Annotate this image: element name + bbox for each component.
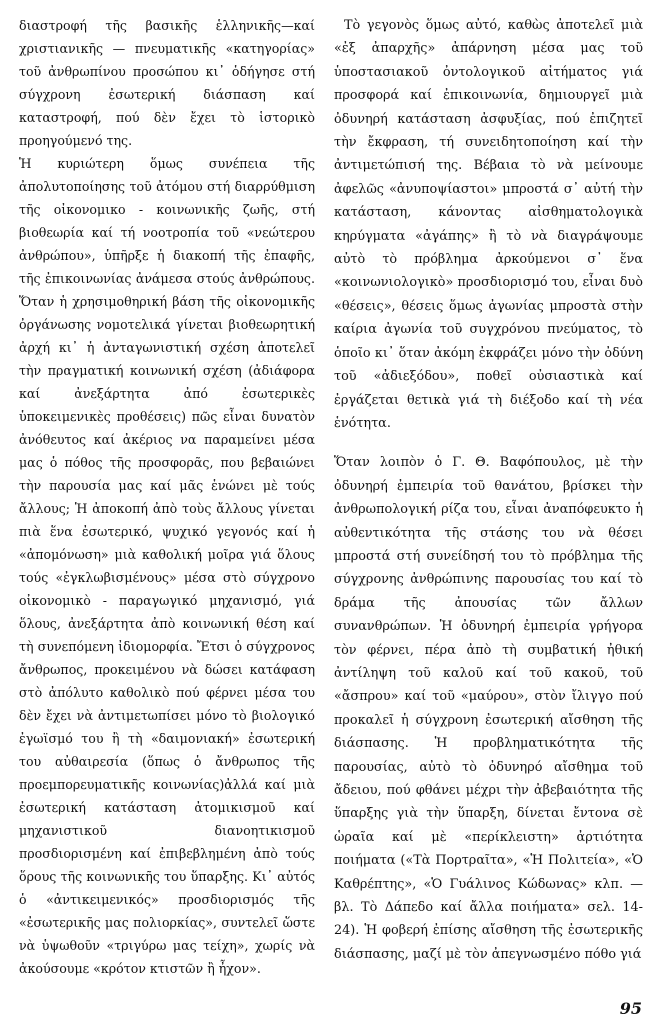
paragraph: διαστροφή τῆς βασικῆς ἑλληνικῆς—καί χριστιανικῆς — πνευματικῆς «κατηγορίας» τοῦ ἀνθρωπίνου προσώπου κι᾿ ὁδήγησε στή σύγχρονη ἐσωτερική διάσπαση καί καταστροφή, πού δὲν ἔχει τὸ ἱστορικὸ προηγούμενό της. bbox=[19, 18, 315, 148]
paragraph: Ἡ κυριώτερη ὅμως συνέπεια τῆς ἀπολυτοποίησης τοῦ ἀτόμου στή διαρρύθμιση τῆς οἰκονομικο - κοινωνικῆς ζωῆς, στή βιοθεωρία καί τή νοοτροπία τοῦ «νεώτερου ἀνθρώπου», ὑπῆρξε ἡ διακοπή τῆς ἐπαφῆς, τῆς ἐπικοινωνίας ἀνάμεσα στούς ἀνθρώπους. Ὅταν ἡ χρησιμοθηρική βάση τῆς οἰκονομικῆς ὀργάνωσης νομοτελικά γίνεται βιοθεωρητική ἀρχή κι᾿ ἡ ἀνταγωνιστική σχέση ἀποτελεῖ τὴν πραγματική κοινωνική σχέση (ἀδιάφορα καί ἀνεξάρτητα ἀπό ἐσωτερικὲς ὑποκειμενικὲς προθέσεις) πῶς εἶναι δυνατὸν ἀνόθευτος καί ἀκέριος να παραμείνει μέσα μας ὁ πόθος τῆς προσφορᾶς, που βεβαιώνει τὴν παρουσία μας καί μᾶς ἑνώνει μὲ τούς ἄλλους; Ἡ ἀποκοπή ἀπὸ τοὺς ἄλλους γίνεται πιὰ ἕνα ἐσωτερικό, ψυχικό γεγονός καί ἡ «ἀπομόνωση» μιὰ καθολική μοῖρα γιά ὅλους τούς «ἐγκλωβισμένους» μέσα στὸ σύγχρονο οἰκονομικὸ - παραγωγικό μηχανισμό, γιά ὅλους, ἀνεξάρτητα ἀπὸ κοινωνική θέση καί τὴ συνεπόμενη ἰδιομορφία. Ἔτσι ὁ σύγχρονος ἄνθρωπος, προκειμένου νὰ δώσει κατάφαση στὸ ἀπόλυτο καθολικὸ πού φέρνει μέσα του δὲν ἔχει νὰ ἀντιμετωπίσει μόνο τὸ βιολογικό ἐγωϊσμό του ἢ τὴ «δαιμονιακή» ἐσωτερική του αὐθαιρεσία (ὅπως ὁ ἄνθρωπος τῆς προεμπορευματικῆς κοινωνίας)ἀλλά καί μιὰ ἐσωτερική κατάσταση ἀτομικισμοῦ καί μηχανιστικοῦ διανοητικισμοῦ προσδιορισμένη καί ἐπιβεβλημένη ἀπὸ τούς ὅρους τῆς κοινωνικῆς του ὕπαρξης. Κι᾿ αὐτός ὁ «ἀντικειμενικός» προσδιορισμός τῆς «ἐσωτερικῆς μας πολιορκίας», συντελεῖ ὥστε νὰ ὑψωθοῦν «τριγύρω μας τείχη», χωρίς νὰ ἀκούσουμε «κρότον κτιστῶν ἢ ἦχον». bbox=[19, 156, 315, 976]
paragraph: Ὅταν λοιπὸν ὁ Γ. Θ. Βαφόπουλος, μὲ τὴν ὀδυνηρή ἐμπειρία τοῦ θανάτου, βρίσκει τὴν ἀνθρωπολογική ρίζα του, εἶναι ἀναπόφευκτο ἡ αὐθεντικότητα τῆς στάσης του νὰ θέσει μπροστά στή συνείδησή του τὸ πρόβλημα τῆς σύγχρονης ἀνθρώπινης παρουσίας του καί τὸ δράμα τῆς ἀπουσίας τῶν ἄλλων συνανθρώπων. Ἡ ὀδυνηρή ἐμπειρία γρήγορα τὸν φέρνει, πέρα ἀπὸ τὴ συμβατική ἠθική ἀντίληψη τοῦ καλοῦ καί τοῦ κακοῦ, τοῦ «ἄσπρου» καί τοῦ «μαύρου», στὸν ἴλιγγο πού προκαλεῖ ἡ σύγχρονη ἐσωτερική αἴσθηση τῆς διάσπασης. Ἡ προβληματικότητα τῆς παρουσίας, αὐτὸ τὸ ὀδυνηρό αἴσθημα τοῦ ἄδειου, πού φθάνει μέχρι τὴν ἀβεβαιότητα τῆς ὕπαρξης γιὰ τὴν ὕπαρξη, δίνεται ἔντονα σὲ ὡραῖα καί μὲ «περίκλειστη» ἀρτιότητα ποιήματα («Τὰ Πορτραῖτα», «Ἡ Πολιτεία», «Ὁ Καθρέπτης», «Ὁ Γυάλινος Κώδωνας» κλπ. — βλ. Τὸ Δάπεδο καί ἄλλα ποιήματα» σελ. 14-24). Ἡ φοβερή ἐπίσης αἴσθηση τῆς ἐσωτερικῆς διάσπασης, μαζί μὲ τὸν ἀπεγνωσμένο πόθο γιά bbox=[334, 455, 643, 962]
left-column bbox=[19, 14, 315, 980]
page-number: 95 bbox=[619, 999, 642, 1018]
paragraph: Τὸ γεγονὸς ὅμως αὐτό, καθὼς ἀποτελεῖ μιὰ «ἐξ ἀπαρχῆς» ἀπάρνηση μέσα μας τοῦ ὑποστασιακοῦ ὀντολογικοῦ αἰτήματος γιά προσφορά καί ἐπικοινωνία, δημιουργεῖ μιὰ ὀδυνηρή κατάσταση ἀσφυξίας, πού ἐπιζητεῖ τὴν ἔκφραση, τή συνειδητοποίηση καί τὴν ἀντιμετώπισή της. Βέβαια τὸ νὰ μείνουμε ἀφελῶς «ἀνυποψίαστοι» μπροστά σ᾿ αὐτή τὴν κατάσταση, κάνοντας αἰσθηματολογικὰ κηρύγματα «ἀγάπης» ἢ τὸ νὰ διαγράψουμε αὐτὸ τὸ πρόβλημα ἀρκούμενοι σ᾿ ἕνα «κοινωνιολογικὸ» προσδιορισμό του, εἶναι δυὸ «θέσεις», θέσεις ὅμως ἀγωνίας μπροστὰ στὴν καίρια ἀγωνία τοῦ συγχρόνου πνεύματος, τὸ ὁποῖο κι᾿ ὅταν ἀκόμη ἐκφράζει μόνο τὴν ὀδύνη τοῦ «ἀδιεξόδου», ποθεῖ οὐσιαστικὰ καί ἐργάζεται θετικὰ γιά τὴ διέξοδο καί τὴ νέα ἑνότητα. bbox=[334, 18, 643, 431]
right-column bbox=[334, 14, 643, 966]
